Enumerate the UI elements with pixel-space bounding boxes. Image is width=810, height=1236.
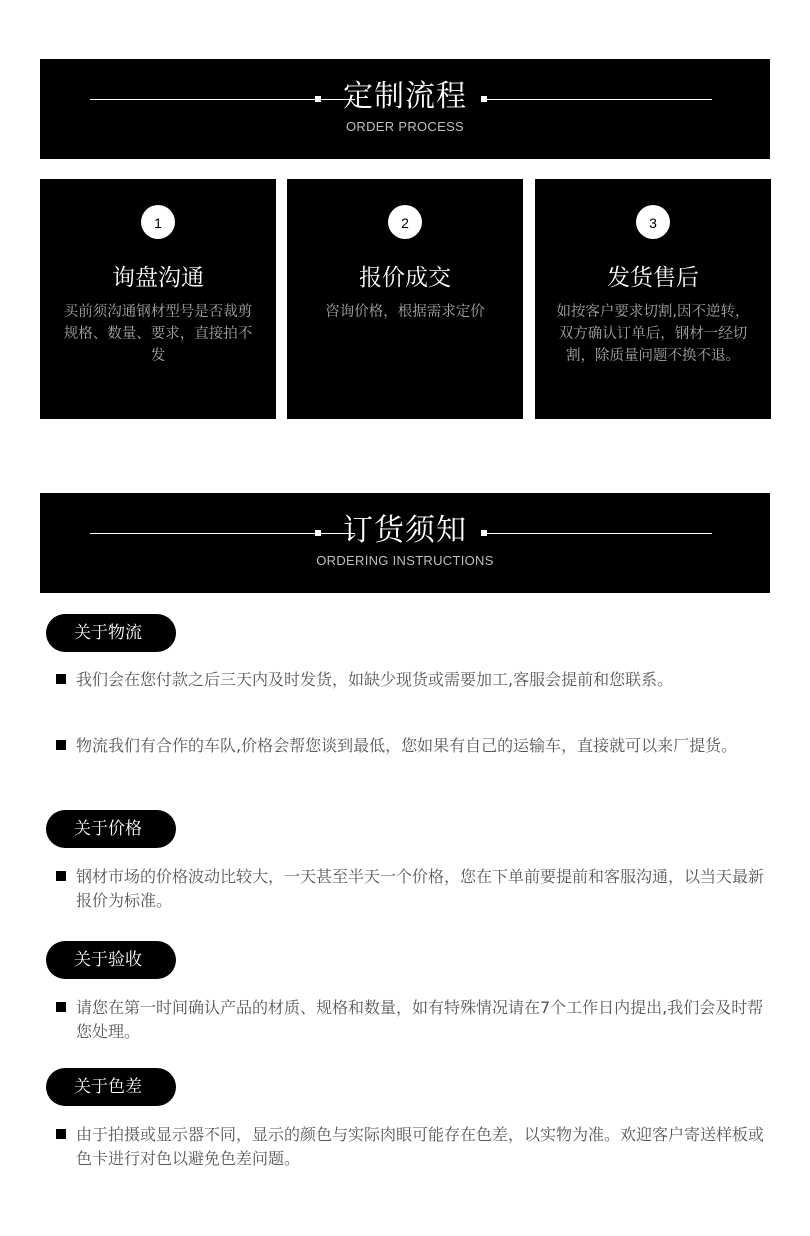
bullet-square-icon [56, 740, 66, 750]
banner-right-line [485, 533, 712, 534]
step-title: 发货售后 [607, 265, 699, 291]
banner-right-line [485, 99, 712, 100]
instruction-item: 物流我们有合作的车队,价格会帮您谈到最低，您如果有自己的运输车，直接就可以来厂提货。 [76, 736, 738, 755]
instruction-item: 由于拍摄或显示器不同，显示的颜色与实际肉眼可能存在色差，以实物为准。欢迎客户寄送样板或色卡进行对色以避免色差问题。 [76, 1125, 765, 1168]
bullet-square-icon [56, 1129, 66, 1139]
bullet-square-icon [56, 1002, 66, 1012]
banner-title: 定制流程 [343, 79, 467, 114]
step-number-badge: 1 [141, 205, 175, 239]
step-number-badge: 2 [388, 205, 422, 239]
banner-subtitle: ORDERING INSTRUCTIONS [316, 553, 494, 568]
step-title: 报价成交 [359, 265, 451, 291]
order-process-banner [40, 59, 770, 159]
step-title: 询盘沟通 [112, 265, 204, 291]
instruction-item: 我们会在您付款之后三天内及时发货，如缺少现货或需要加工,客服会提前和您联系。 [76, 670, 674, 689]
process-step-card [287, 179, 523, 419]
instruction-item: 钢材市场的价格波动比较大，一天甚至半天一个价格，您在下单前要提前和客服沟通，以当天最新报价为标准。 [76, 867, 765, 910]
process-step-card [535, 179, 771, 419]
section-label-logistics: 关于物流 [46, 614, 176, 652]
step-description: 咨询价格，根据需求定价 [325, 304, 485, 320]
instruction-item: 请您在第一时间确认产品的材质、规格和数量，如有特殊情况请在7个工作日内提出,我们会及时帮您处理。 [76, 998, 764, 1041]
section-label-price: 关于价格 [46, 810, 176, 848]
step-description: 买前须沟通钢材型号是否裁剪规格、数量、要求，直接拍不发 [63, 304, 253, 364]
step-description: 如按客户要求切割,因不逆转，双方确认订单后，钢材一经切割，除质量问题不换不退。 [556, 304, 750, 364]
section-label-color-difference: 关于色差 [46, 1068, 176, 1106]
process-step-card [40, 179, 276, 419]
bullet-square-icon [56, 674, 66, 684]
section-label-acceptance: 关于验收 [46, 941, 176, 979]
bullet-square-icon [56, 871, 66, 881]
banner-subtitle: ORDER PROCESS [345, 119, 465, 134]
banner-title: 订货须知 [343, 513, 467, 548]
ordering-instructions-banner [40, 493, 770, 593]
step-number-badge: 3 [636, 205, 670, 239]
